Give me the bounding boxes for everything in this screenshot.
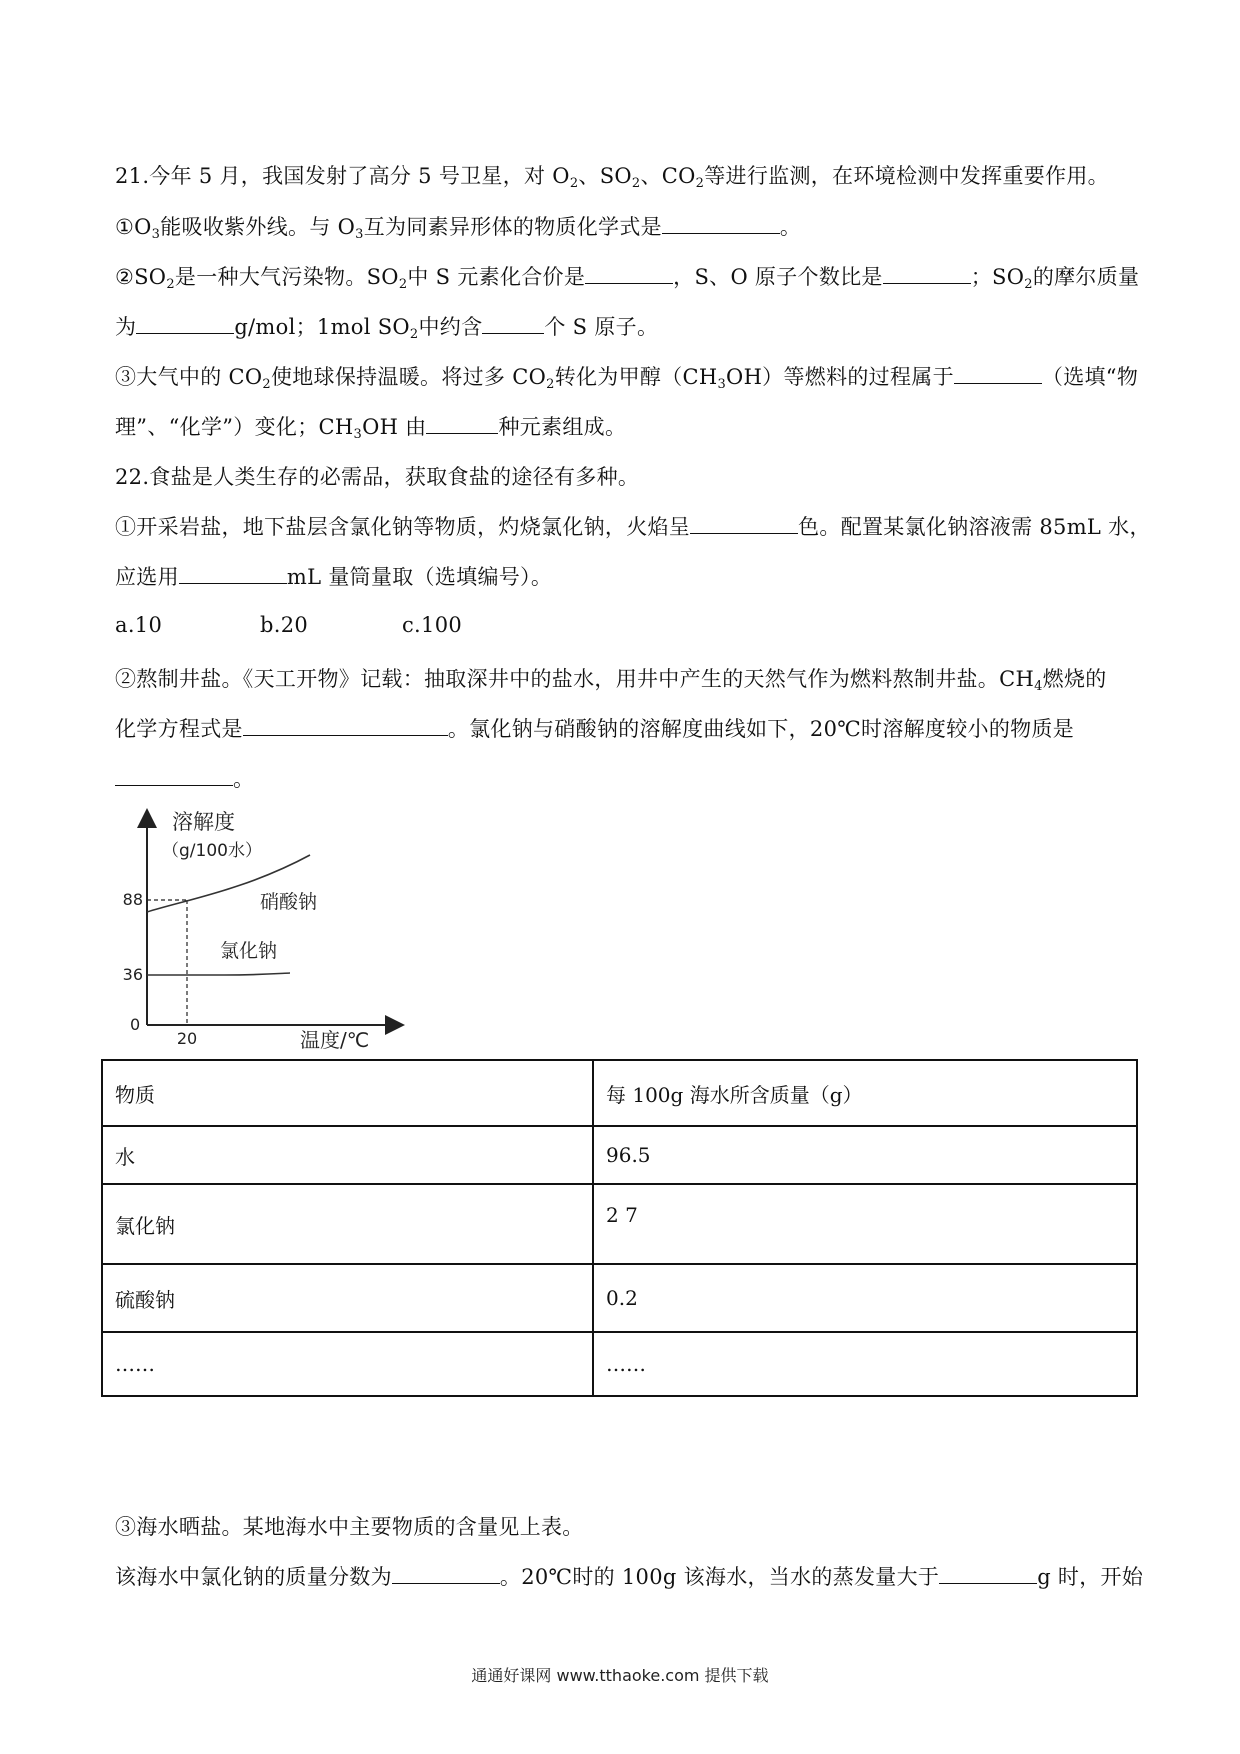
solubility-chart (105, 800, 405, 1055)
q22-part1-line2: 应选用 mL 量筒量取（选填编号）。 (115, 565, 553, 589)
y-axis-label-line2: （g/100水） (162, 841, 262, 861)
page-footer: 通通好课网 www.tthaoke.com 提供下载 (471, 1666, 769, 1685)
table-row (102, 1264, 1137, 1332)
answer-blank[interactable] (115, 784, 233, 786)
q21-part3: ③大气中的 $CO_2$使地球保持温暖。将过多 $CO_2$转化为甲醇$(CH_3OH)$等燃料的过程属于 （选填“物 (115, 365, 1139, 392)
option-c: c.100 (402, 613, 463, 637)
q22-part3: ③海水晒盐。某地海水中主要物质的含量见上表。 (115, 1515, 584, 1539)
nacl-curve (147, 973, 290, 975)
answer-blank[interactable] (585, 282, 673, 284)
table-header-row (102, 1060, 1137, 1126)
table-cell: 水 (102, 1126, 593, 1184)
q22-part3-line2: 该海水中氯化钠的质量分数为 。20℃时的 100g 该海水，当水的蒸发量大于 g 时，开始 (115, 1565, 1144, 1589)
q21-part3-line2: 理”、“化学”）变化；$CH_3OH$ 由 种元素组成。 (115, 415, 627, 442)
option-b: b.20 (260, 613, 309, 637)
table-row (102, 1126, 1137, 1184)
q21-part2-line2: 为 g/mol；1mol $SO_2$中约含 个 S 原子。 (115, 315, 659, 342)
answer-blank[interactable] (690, 532, 798, 534)
q22-part2: ②熬制井盐。《天工开物》记载：抽取深井中的盐水，用井中产生的天然气作为燃料熬制井盐。$CH_4$燃烧的 (115, 667, 1107, 694)
origin-label: 0 (130, 1015, 141, 1034)
table-header-cell: 每 100g 海水所含质量（g） (593, 1060, 1137, 1126)
answer-blank[interactable] (954, 382, 1042, 384)
q21-intro: 21.今年 5 月，我国发射了高分 5 号卫星，对 $O_2$、$SO_2$、$CO_2$等进行监测，在环境检测中发挥重要作用。 (115, 164, 1109, 191)
answer-blank[interactable] (179, 582, 287, 584)
answer-blank[interactable] (482, 332, 544, 334)
series-label-nacl: 氯化钠 (220, 940, 278, 962)
table-row (102, 1184, 1137, 1264)
q22-part2-line2: 化学方程式是 。氯化钠与硝酸钠的溶解度曲线如下，20℃时溶解度较小的物质是 (115, 717, 1075, 741)
y-tick-label-36: 36 (122, 965, 143, 984)
x-axis-label: 温度/℃ (300, 1028, 370, 1052)
answer-blank[interactable] (883, 282, 971, 284)
x-tick-label: 20 (176, 1029, 198, 1048)
answer-blank[interactable] (136, 332, 234, 334)
option-a: a.10 (115, 613, 163, 637)
q22-part1: ①开采岩盐，地下盐层含氯化钠等物质，灼烧氯化钠，火焰呈 色。配置某氯化钠溶液需 85mL 水， (115, 515, 1151, 539)
answer-blank[interactable] (662, 232, 780, 234)
table-header-cell: 物质 (102, 1060, 593, 1126)
series-label-nano3: 硝酸钠 (260, 891, 318, 913)
q22-options (115, 613, 462, 637)
answer-blank[interactable] (243, 734, 448, 736)
table-cell: 硫酸钠 (102, 1264, 593, 1332)
table-cell: 氯化钠 (102, 1184, 593, 1264)
table-cell: 96.5 (593, 1126, 1137, 1184)
seawater-table (101, 1059, 1138, 1397)
q22-intro: 22.食盐是人类生存的必需品，获取食盐的途径有多种。 (115, 465, 640, 489)
table-cell: …… (593, 1332, 1137, 1396)
table-cell: 2 7 (593, 1184, 1137, 1264)
y-tick-label-88: 88 (122, 890, 143, 909)
table-cell: …… (102, 1332, 593, 1396)
answer-blank[interactable] (392, 1582, 500, 1584)
q21-part2: $②SO_2$是一种大气污染物。$SO_2$中 S 元素化合价是 ，S、O 原子个数比是 ；$SO_2$的摩尔质量 (115, 265, 1140, 292)
q22-part2-line3: 。 (115, 763, 254, 793)
answer-blank[interactable] (939, 1582, 1037, 1584)
q21-part1: $①O_3$能吸收紫外线。与 $O_3$互为同素异形体的物质化学式是 。 (115, 215, 802, 242)
answer-blank[interactable] (426, 432, 498, 434)
table-row (102, 1332, 1137, 1396)
table-cell: 0.2 (593, 1264, 1137, 1332)
y-axis-label-line1: 溶解度 (172, 810, 235, 834)
